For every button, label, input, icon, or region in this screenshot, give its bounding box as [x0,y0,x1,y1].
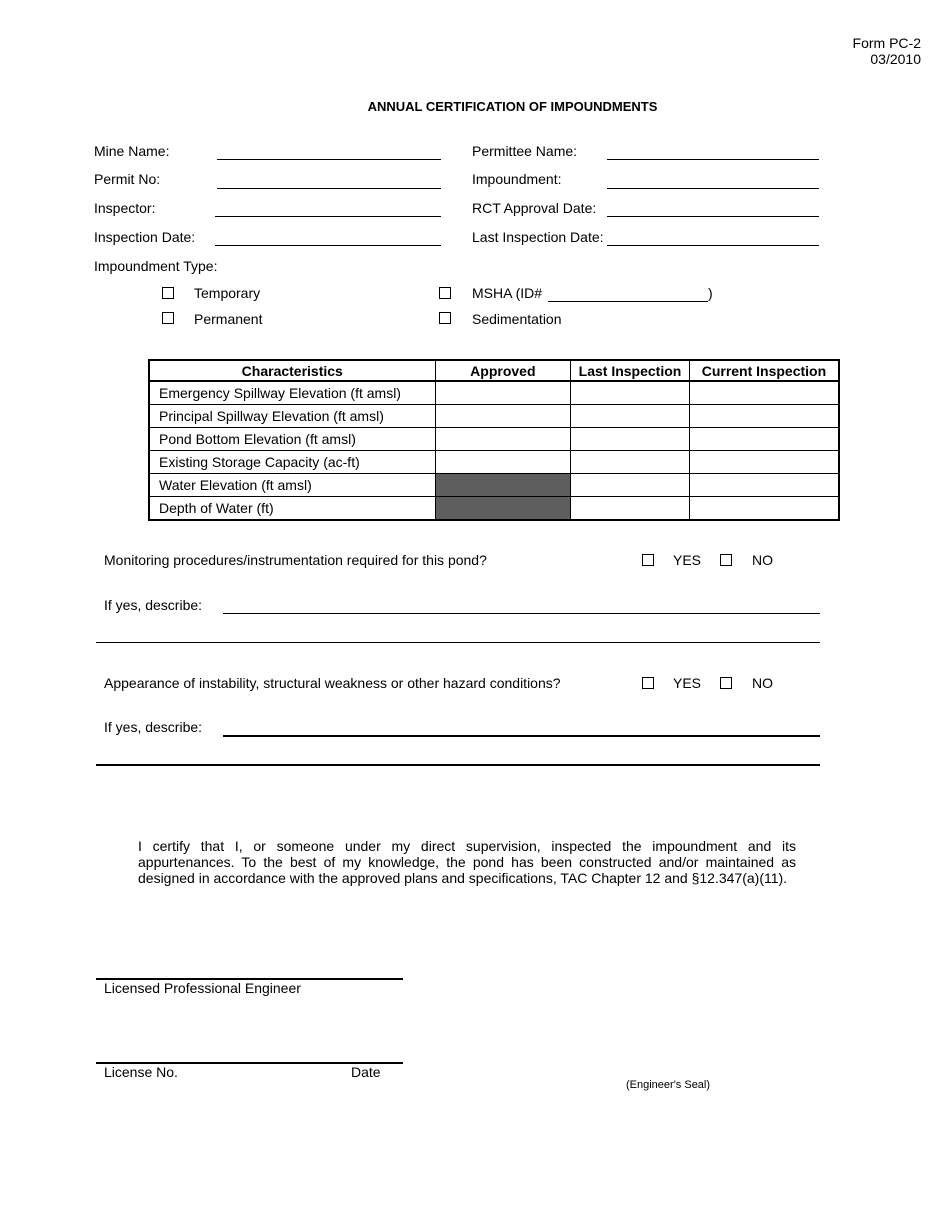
form-code [853,35,921,67]
row-label: Emergency Spillway Elevation (ft amsl) [149,381,435,405]
approved-cell-shaded [435,497,571,521]
last-inspection-cell[interactable] [571,451,690,474]
sedimentation-label: Sedimentation [472,311,562,327]
hazard-describe-field[interactable] [223,735,820,737]
header-last-inspection: Last Inspection [571,360,690,381]
engineer-label: Licensed Professional Engineer [104,980,301,996]
hazard-yes-label: YES [673,675,702,691]
sedimentation-checkbox[interactable] [439,312,451,324]
header-current-inspection: Current Inspection [689,360,839,381]
license-no-label: License No. [104,1064,178,1080]
permanent-label: Permanent [194,311,263,327]
hazard-no-label: NO [752,675,773,691]
hazard-describe-field-line-2[interactable] [96,764,820,766]
hazard-yes-checkbox[interactable] [642,677,654,689]
monitoring-describe-field[interactable] [223,613,820,614]
impoundment-type-label: Impoundment Type: [94,258,218,274]
monitoring-no-checkbox[interactable] [720,554,732,566]
permit-no-label: Permit No: [94,171,161,187]
inspection-date-field[interactable] [215,245,441,246]
form-revision-date: 03/2010 [870,51,921,67]
current-inspection-cell[interactable] [689,381,839,405]
permit-no-field[interactable] [217,188,441,189]
last-inspection-cell[interactable] [571,428,690,451]
permanent-checkbox[interactable] [162,312,174,324]
last-inspection-cell[interactable] [571,405,690,428]
hazard-describe-label: If yes, describe: [104,719,203,735]
current-inspection-cell[interactable] [689,405,839,428]
inspection-date-label: Inspection Date: [94,229,196,245]
last-inspection-date-label: Last Inspection Date: [472,229,604,245]
header-characteristics: Characteristics [149,360,435,381]
approved-cell[interactable] [435,428,571,451]
current-inspection-cell[interactable] [689,497,839,521]
last-inspection-date-field[interactable] [607,245,819,246]
row-label: Depth of Water (ft) [149,497,435,521]
monitoring-yes-label: YES [673,552,702,568]
current-inspection-cell[interactable] [689,474,839,497]
msha-label: MSHA (ID# [472,285,543,301]
table-row [149,428,839,451]
table-row [149,451,839,474]
header-approved: Approved [435,360,571,381]
date-label: Date [351,1064,381,1080]
row-label: Principal Spillway Elevation (ft amsl) [149,405,435,428]
current-inspection-cell[interactable] [689,428,839,451]
table-row [149,405,839,428]
rct-approval-date-label: RCT Approval Date: [472,200,597,216]
row-label: Water Elevation (ft amsl) [149,474,435,497]
impoundment-label: Impoundment: [472,171,562,187]
mine-name-field[interactable] [217,159,441,160]
last-inspection-cell[interactable] [571,497,690,521]
last-inspection-cell[interactable] [571,474,690,497]
inspector-label: Inspector: [94,200,156,216]
permittee-name-field[interactable] [607,159,819,160]
row-label: Existing Storage Capacity (ac-ft) [149,451,435,474]
monitoring-yes-checkbox[interactable] [642,554,654,566]
hazard-question: Appearance of instability, structural weakness or other hazard conditions? [104,675,561,691]
table-row [149,497,839,521]
table-row [149,381,839,405]
form-number: Form PC-2 [852,35,921,51]
msha-checkbox[interactable] [439,287,451,299]
hazard-no-checkbox[interactable] [720,677,732,689]
table-header-row [149,360,839,381]
msha-id-field[interactable] [548,301,708,302]
row-label: Pond Bottom Elevation (ft amsl) [149,428,435,451]
approved-cell[interactable] [435,381,571,405]
page-title: ANNUAL CERTIFICATION OF IMPOUNDMENTS [367,99,658,114]
approved-cell[interactable] [435,451,571,474]
current-inspection-cell[interactable] [689,451,839,474]
mine-name-label: Mine Name: [94,143,170,159]
temporary-checkbox[interactable] [162,287,174,299]
engineer-seal-label: (Engineer's Seal) [626,1079,711,1091]
table-row [149,474,839,497]
monitoring-no-label: NO [752,552,773,568]
last-inspection-cell[interactable] [571,381,690,405]
characteristics-table [148,359,840,521]
temporary-label: Temporary [194,285,261,301]
impoundment-field[interactable] [607,188,819,189]
approved-cell[interactable] [435,405,571,428]
msha-close-paren: ) [708,285,713,301]
certification-statement: I certify that I, or someone under my direct supervision, inspected the impoundment and its appurtenances. To the best of my knowledge, the pond has been constructed and/or maintained as designed in accordance with the approved plans and specifications, TAC Chapter 12 and §12.347(a)(11). [138,838,796,886]
monitoring-describe-field-line-2[interactable] [96,642,820,643]
permittee-name-label: Permittee Name: [472,143,578,159]
inspector-field[interactable] [215,216,441,217]
monitoring-question: Monitoring procedures/instrumentation required for this pond? [104,552,487,568]
monitoring-describe-label: If yes, describe: [104,597,203,613]
approved-cell-shaded [435,474,571,497]
rct-approval-date-field[interactable] [607,216,819,217]
